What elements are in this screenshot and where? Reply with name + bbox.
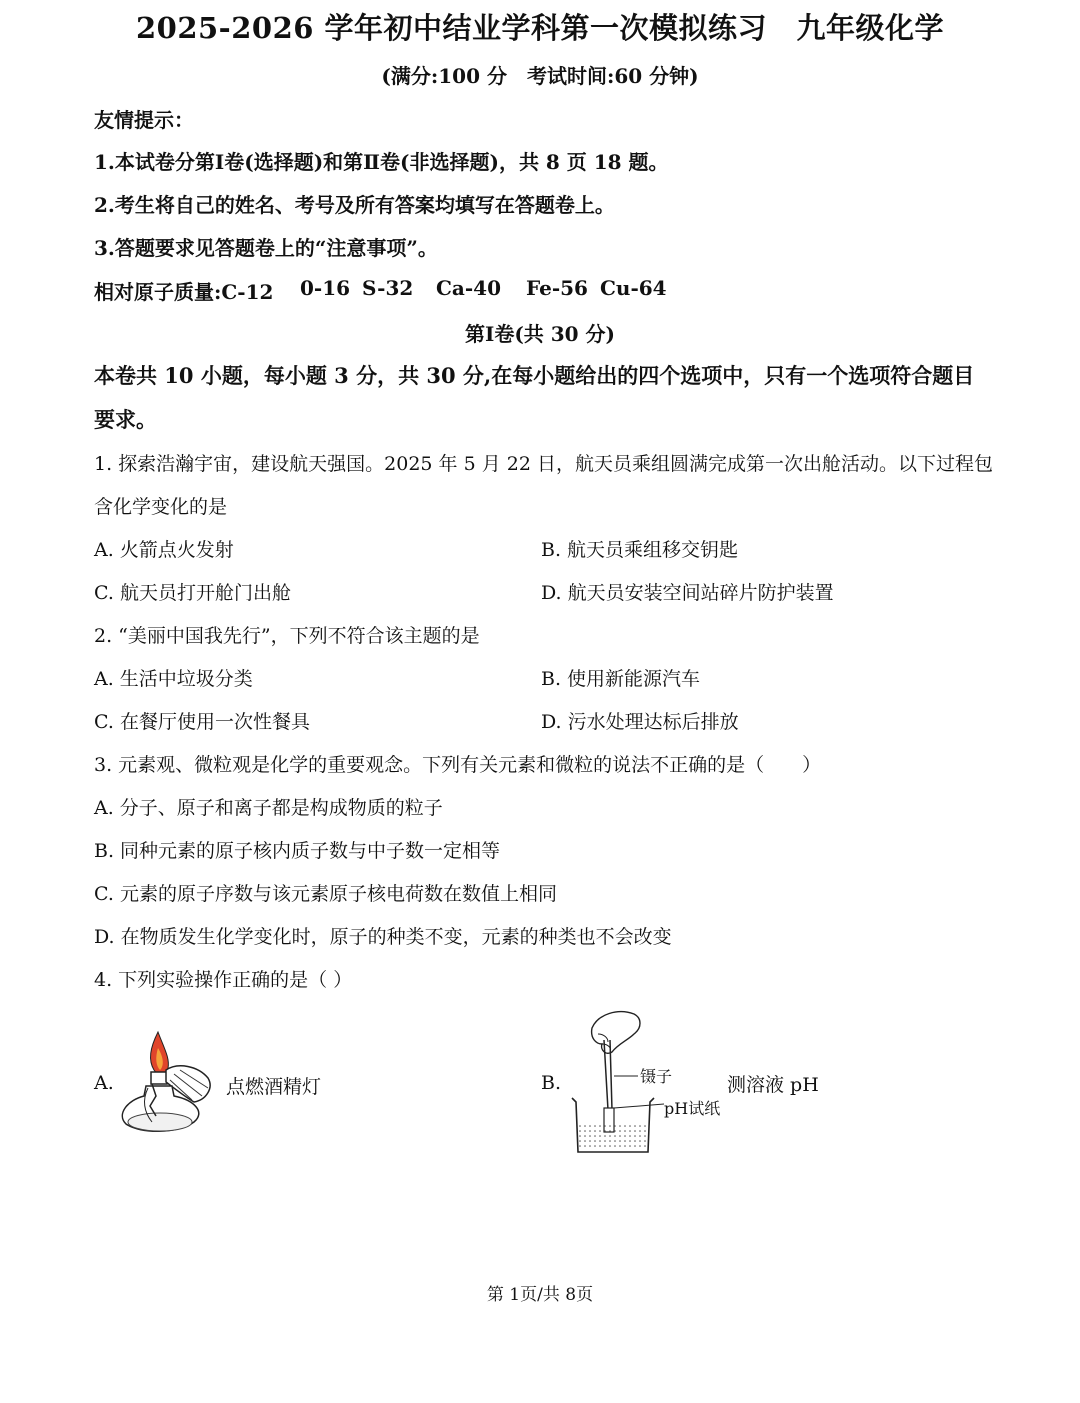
notice-item: 1.本试卷分第Ⅰ卷(选择题)和第Ⅱ卷(非选择题)，共 8 页 18 题。 xyxy=(94,150,669,174)
question-stem: 1. 探索浩瀚宇宙，建设航天强国。2025 年 5 月 22 日，航天员乘组圆满完成第一次出舱活动。以下过程包 xyxy=(94,453,993,475)
atomic-mass-label: 相对原子质量: xyxy=(94,280,222,304)
atomic-mass: 0-16 xyxy=(300,276,351,300)
option-a: A. xyxy=(94,1072,114,1094)
notice-item: 3.答题要求见答题卷上的“注意事项”。 xyxy=(94,236,438,260)
option-d: D. 航天员安装空间站碎片防护装置 xyxy=(541,582,834,604)
option-d: D. 污水处理达标后排放 xyxy=(541,711,739,733)
atomic-mass: Cu-64 xyxy=(600,276,667,300)
option-b: B. xyxy=(541,1072,562,1094)
section-title: 第Ⅰ卷(共 30 分) xyxy=(464,322,616,346)
section-instruction: 本卷共 10 小题，每小题 3 分，共 30 分,在每小题给出的四个选项中，只有一个选项符合题目 xyxy=(94,363,975,388)
question-stem: 3. 元素观、微粒观是化学的重要观念。下列有关元素和微粒的说法不正确的是（ ） xyxy=(94,754,822,776)
question-stem: 2. “美丽中国我先行”，下列不符合该主题的是 xyxy=(94,625,480,647)
notice-heading: 友情提示： xyxy=(94,108,194,132)
atomic-mass: S-32 xyxy=(362,276,414,300)
atomic-mass: Ca-40 xyxy=(436,276,502,300)
option-b: B. 同种元素的原子核内质子数与中子数一定相等 xyxy=(94,840,501,862)
alcohol-lamp-illustration xyxy=(118,1026,218,1138)
section-instruction: 要求。 xyxy=(94,407,157,432)
label-ph-paper: pH试纸 xyxy=(664,1099,721,1118)
notice-item: 2.考生将自己的姓名、考号及所有答案均填写在答题卷上。 xyxy=(94,193,615,217)
option-c: C. 航天员打开舱门出舱 xyxy=(94,582,291,604)
option-a: A. 火箭点火发射 xyxy=(94,539,234,561)
exam-info: (满分:100 分 考试时间:60 分钟) xyxy=(381,64,699,88)
option-b: B. 航天员乘组移交钥匙 xyxy=(541,539,739,561)
page-title: 2025-2026 学年初中结业学科第一次模拟练习 九年级化学 xyxy=(135,11,945,45)
question-stem: 含化学变化的是 xyxy=(94,496,228,518)
question-stem: 4. 下列实验操作正确的是（ ） xyxy=(94,969,353,991)
option-a: A. 分子、原子和离子都是构成物质的粒子 xyxy=(94,797,443,819)
option-d: D. 在物质发生化学变化时，原子的种类不变，元素的种类也不会改变 xyxy=(94,926,672,948)
page-number: 第 1页/共 8页 xyxy=(486,1285,594,1305)
option-a: A. 生活中垃圾分类 xyxy=(94,668,253,690)
option-c: C. 元素的原子序数与该元素原子核电荷数在数值上相同 xyxy=(94,883,557,905)
option-c: C. 在餐厅使用一次性餐具 xyxy=(94,711,310,733)
atomic-mass: Fe-56 xyxy=(526,276,588,300)
option-b-caption: 测溶液 pH xyxy=(727,1074,819,1096)
label-tweezers: 镊子 xyxy=(640,1067,673,1086)
option-a-caption: 点燃酒精灯 xyxy=(226,1076,322,1098)
option-b: B. 使用新能源汽车 xyxy=(541,668,701,690)
atomic-mass-row xyxy=(94,276,273,305)
atomic-mass: C-12 xyxy=(221,280,274,304)
